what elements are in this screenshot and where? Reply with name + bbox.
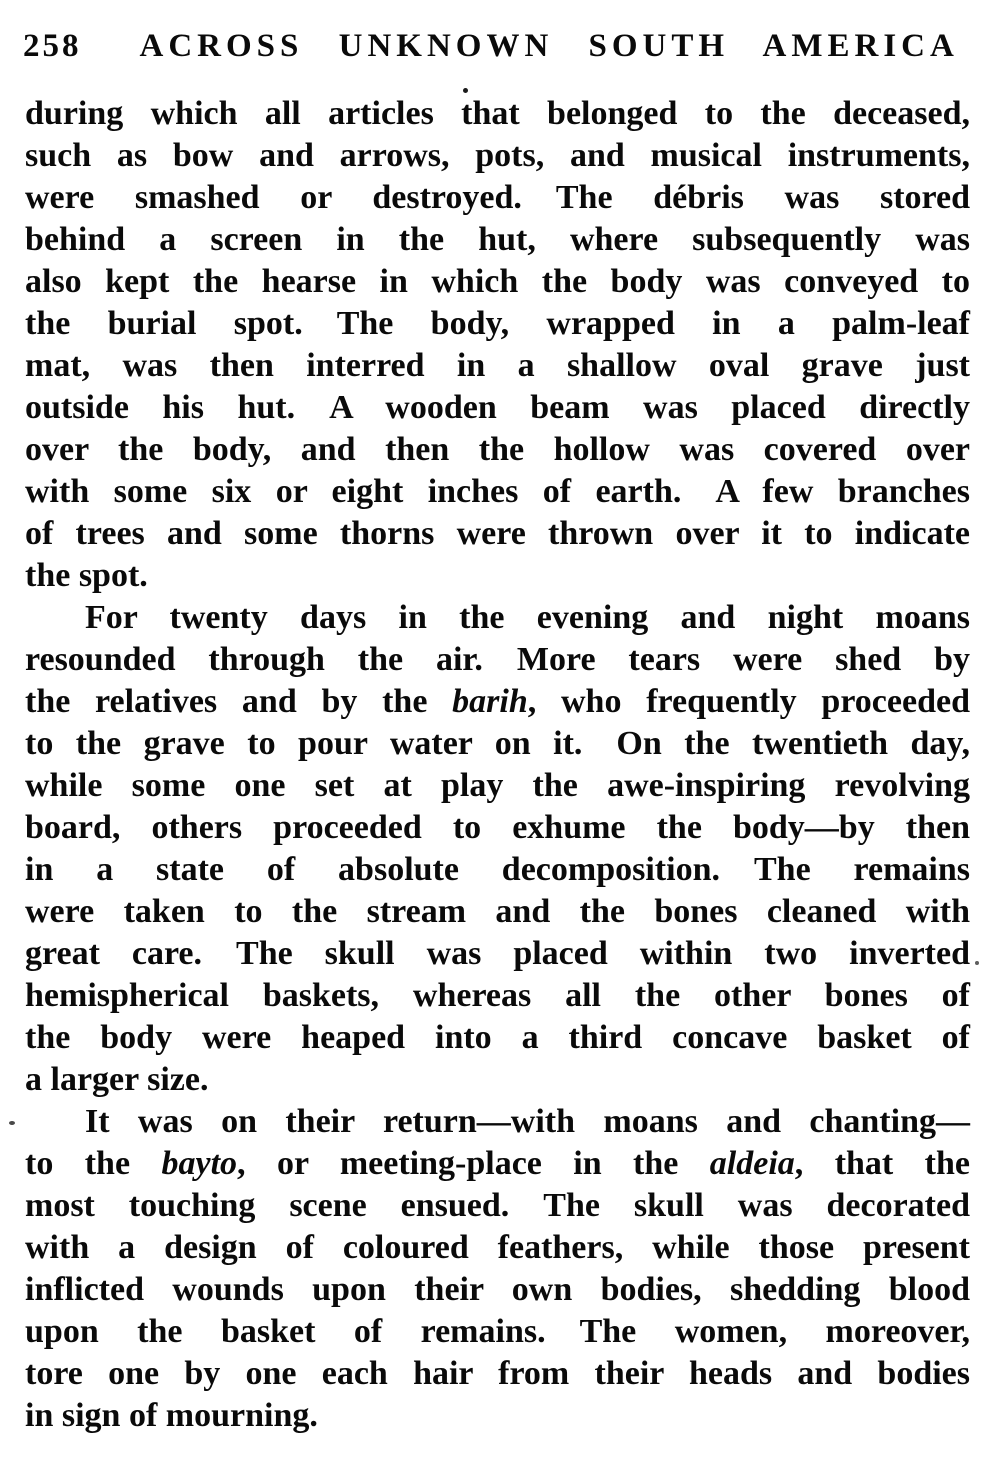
text-line: inflicted wounds upon their own bodies, shedding blood (25, 1271, 970, 1308)
text-line: the relatives and by the barih, who frequently proceeded (25, 683, 970, 720)
text-line: the spot. (25, 557, 148, 594)
text-line: resounded through the air. More tears were shed by (25, 641, 970, 678)
text-line: were taken to the stream and the bones cleaned with (25, 893, 970, 930)
text-line: while some one set at play the awe-inspiring revolving (25, 767, 970, 804)
text-line: also kept the hearse in which the body was conveyed to (25, 263, 970, 300)
italic-term: aldeia (709, 1145, 795, 1182)
text-line: board, others proceeded to exhume the body—by then (25, 809, 970, 846)
text-line: of trees and some thorns were thrown over it to indicate (25, 515, 970, 552)
running-header (23, 28, 970, 65)
page-body (25, 93, 970, 1437)
text-line: such as bow and arrows, pots, and musical instruments, (25, 137, 970, 174)
text-line: upon the basket of remains. The women, moreover, (25, 1313, 970, 1350)
scan-speck (975, 961, 979, 965)
text-line: to the grave to pour water on it. On the twentieth day, (25, 725, 970, 762)
text-line: outside his hut. A wooden beam was placed directly (25, 389, 970, 426)
italic-term: barih (452, 683, 528, 720)
text-line: were smashed or destroyed. The débris was stored (25, 179, 970, 216)
text-line: mat, was then interred in a shallow oval grave just (25, 347, 970, 384)
text-line: hemispherical baskets, whereas all the other bones of (25, 977, 970, 1014)
text-line: It was on their return—with moans and chanting— (85, 1103, 970, 1140)
running-title: ACROSS UNKNOWN SOUTH AMERICA (139, 28, 959, 64)
scan-speck (9, 1121, 15, 1125)
text-line: in sign of mourning. (25, 1397, 318, 1434)
text-line: great care. The skull was placed within two inverted (25, 935, 970, 972)
text-line: the burial spot. The body, wrapped in a palm-leaf (25, 305, 970, 342)
text-line: tore one by one each hair from their heads and bodies (25, 1355, 970, 1392)
text-line: with a design of coloured feathers, while those present (25, 1229, 970, 1266)
text-line: For twenty days in the evening and night moans (85, 599, 970, 636)
text-line: the body were heaped into a third concave basket of (25, 1019, 970, 1056)
text-line: in a state of absolute decomposition. The remains (25, 851, 970, 888)
text-line: most touching scene ensued. The skull was decorated (25, 1187, 970, 1224)
text-line: a larger size. (25, 1061, 209, 1098)
text-line: behind a screen in the hut, where subsequently was (25, 221, 970, 258)
text-line: over the body, and then the hollow was covered over (25, 431, 970, 468)
italic-term: bayto (161, 1145, 238, 1182)
text-line: with some six or eight inches of earth. A few branches (25, 473, 970, 510)
scan-speck (463, 88, 468, 93)
text-line: during which all articles that belonged to the deceased, (25, 95, 970, 132)
text-line: to the bayto, or meeting-place in the aldeia, that the (25, 1145, 970, 1182)
page-number: 258 (23, 28, 82, 64)
